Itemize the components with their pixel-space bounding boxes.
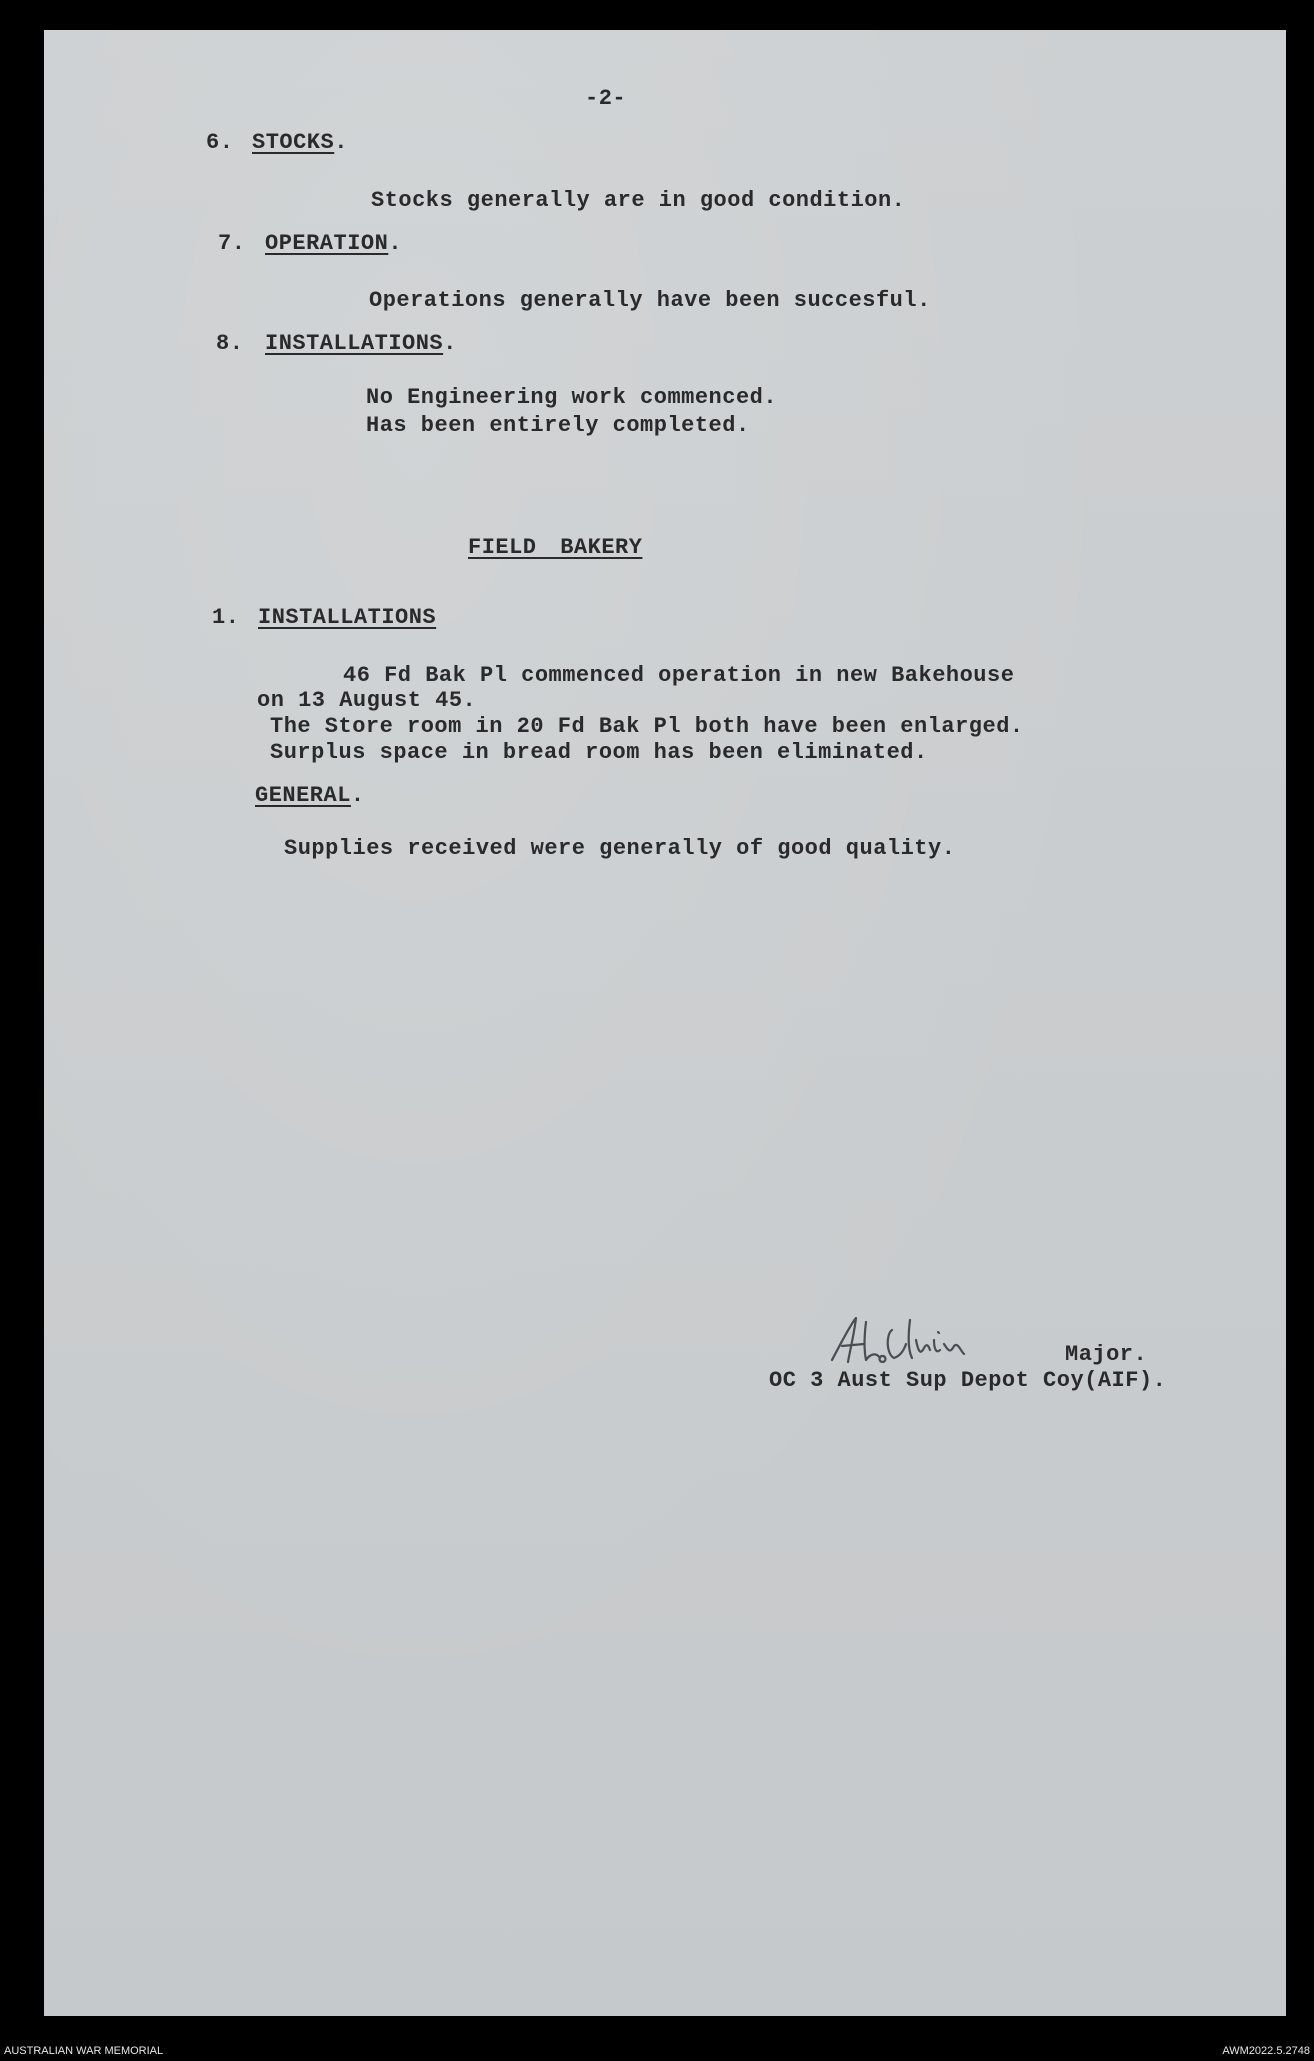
document-page <box>44 30 1286 2016</box>
bakery-installations-heading: INSTALLATIONS <box>258 605 437 630</box>
installations-line-2: Has been entirely completed. <box>366 413 750 438</box>
footer-archive-name: AUSTRALIAN WAR MEMORIAL <box>4 2045 164 2057</box>
section-number-operation: 7. <box>218 231 246 256</box>
footer-reference-number: AWM2022.5.2748 <box>1222 2045 1310 2057</box>
bakery-section-number: 1. <box>212 605 240 630</box>
bakery-line-2: on 13 August 45. <box>257 688 477 713</box>
signatory-title: OC 3 Aust Sup Depot Coy(AIF). <box>769 1368 1167 1393</box>
bakery-line-1: 46 Fd Bak Pl commenced operation in new Bakehouse <box>343 663 1015 688</box>
section-heading-installations: INSTALLATIONS. <box>265 331 457 356</box>
page-number: -2- <box>585 86 627 111</box>
section-body-operation: Operations generally have been succesful. <box>369 288 931 313</box>
general-body: Supplies received were generally of good quality. <box>284 836 956 861</box>
section-heading-stocks: STOCKS. <box>252 130 348 155</box>
general-heading: GENERAL. <box>255 783 365 808</box>
section-number-stocks: 6. <box>206 130 234 155</box>
bakery-line-3: The Store room in 20 Fd Bak Pl both have been enlarged. <box>270 714 1024 739</box>
installations-line-1: No Engineering work commenced. <box>366 385 778 410</box>
section-body-stocks: Stocks generally are in good condition. <box>371 188 906 213</box>
bakery-line-4: Surplus space in bread room has been eliminated. <box>270 740 928 765</box>
signatory-rank: Major. <box>1065 1342 1148 1367</box>
section-number-installations: 8. <box>216 331 244 356</box>
field-bakery-title: FIELD BAKERY <box>468 535 643 560</box>
section-heading-operation: OPERATION. <box>265 231 403 256</box>
